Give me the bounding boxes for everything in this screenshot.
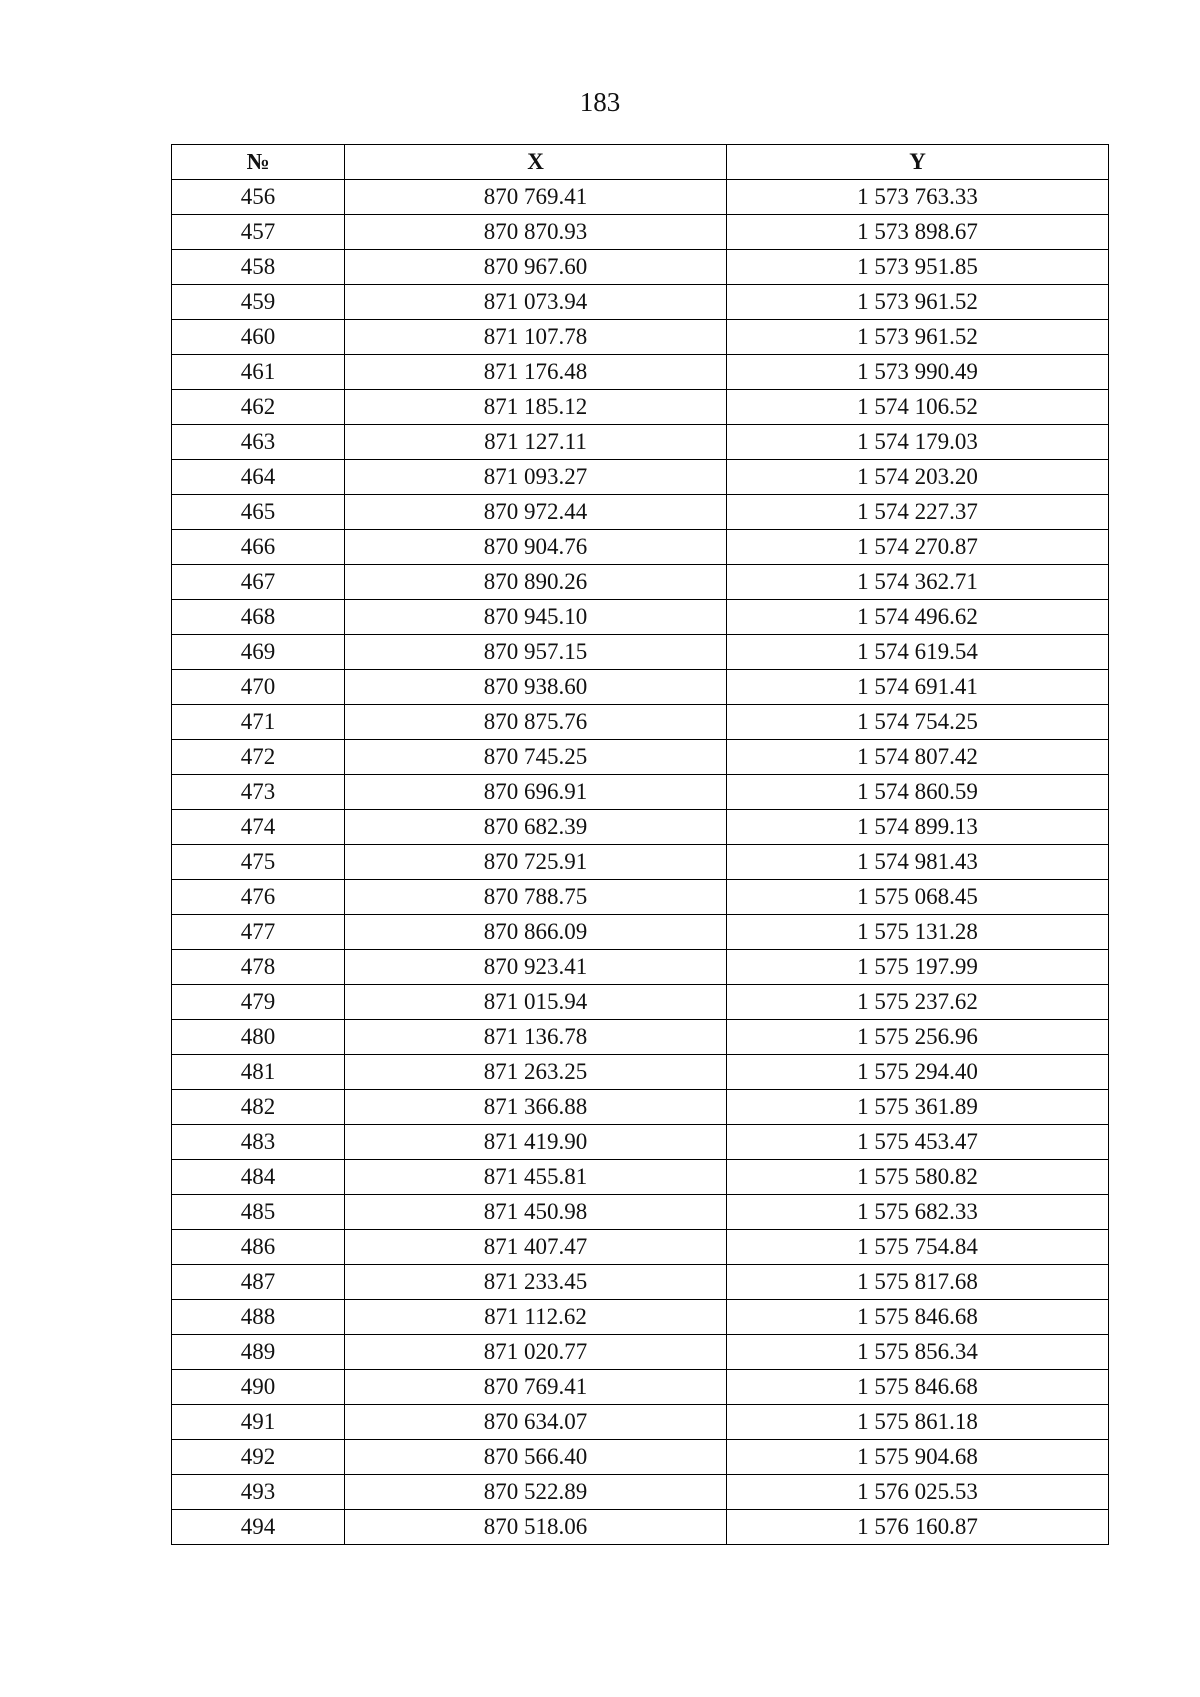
cell-number: 491: [172, 1405, 345, 1440]
cell-number: 467: [172, 565, 345, 600]
cell-number: 485: [172, 1195, 345, 1230]
cell-x: 870 788.75: [345, 880, 727, 915]
cell-y: 1 575 361.89: [727, 1090, 1109, 1125]
cell-x: 870 938.60: [345, 670, 727, 705]
cell-number: 462: [172, 390, 345, 425]
header-row: [172, 145, 1109, 180]
table-row: [172, 950, 1109, 985]
cell-y: 1 574 227.37: [727, 495, 1109, 530]
table-body: [172, 180, 1109, 1545]
cell-x: 870 945.10: [345, 600, 727, 635]
cell-x: 871 233.45: [345, 1265, 727, 1300]
cell-x: 871 015.94: [345, 985, 727, 1020]
cell-x: 871 419.90: [345, 1125, 727, 1160]
cell-x: 871 127.11: [345, 425, 727, 460]
cell-y: 1 573 898.67: [727, 215, 1109, 250]
cell-y: 1 575 237.62: [727, 985, 1109, 1020]
cell-x: 871 455.81: [345, 1160, 727, 1195]
cell-y: 1 574 203.20: [727, 460, 1109, 495]
cell-number: 493: [172, 1475, 345, 1510]
table-row: [172, 285, 1109, 320]
cell-number: 471: [172, 705, 345, 740]
table-row: [172, 1335, 1109, 1370]
table-row: [172, 1405, 1109, 1440]
table-row: [172, 985, 1109, 1020]
cell-number: 482: [172, 1090, 345, 1125]
cell-y: 1 575 294.40: [727, 1055, 1109, 1090]
table-row: [172, 1195, 1109, 1230]
cell-number: 459: [172, 285, 345, 320]
cell-y: 1 574 362.71: [727, 565, 1109, 600]
cell-x: 871 112.62: [345, 1300, 727, 1335]
cell-y: 1 574 807.42: [727, 740, 1109, 775]
cell-x: 871 093.27: [345, 460, 727, 495]
cell-x: 870 875.76: [345, 705, 727, 740]
cell-x: 870 725.91: [345, 845, 727, 880]
cell-y: 1 573 990.49: [727, 355, 1109, 390]
cell-x: 870 696.91: [345, 775, 727, 810]
header-number: №: [172, 145, 345, 180]
cell-y: 1 575 580.82: [727, 1160, 1109, 1195]
cell-number: 456: [172, 180, 345, 215]
table-row: [172, 355, 1109, 390]
cell-number: 479: [172, 985, 345, 1020]
cell-x: 871 020.77: [345, 1335, 727, 1370]
table-row: [172, 320, 1109, 355]
cell-number: 492: [172, 1440, 345, 1475]
cell-number: 489: [172, 1335, 345, 1370]
table-row: [172, 880, 1109, 915]
cell-x: 871 407.47: [345, 1230, 727, 1265]
cell-y: 1 576 025.53: [727, 1475, 1109, 1510]
cell-x: 870 518.06: [345, 1510, 727, 1545]
cell-y: 1 574 106.52: [727, 390, 1109, 425]
cell-number: 474: [172, 810, 345, 845]
cell-x: 870 972.44: [345, 495, 727, 530]
table-row: [172, 425, 1109, 460]
cell-x: 870 522.89: [345, 1475, 727, 1510]
cell-x: 870 745.25: [345, 740, 727, 775]
table-row: [172, 250, 1109, 285]
cell-y: 1 575 904.68: [727, 1440, 1109, 1475]
cell-y: 1 574 981.43: [727, 845, 1109, 880]
cell-x: 871 176.48: [345, 355, 727, 390]
table-row: [172, 670, 1109, 705]
cell-y: 1 574 754.25: [727, 705, 1109, 740]
table-row: [172, 740, 1109, 775]
cell-number: 483: [172, 1125, 345, 1160]
header-y: Y: [727, 145, 1109, 180]
cell-y: 1 573 961.52: [727, 285, 1109, 320]
table-row: [172, 180, 1109, 215]
cell-number: 468: [172, 600, 345, 635]
table-row: [172, 1510, 1109, 1545]
cell-x: 870 967.60: [345, 250, 727, 285]
cell-y: 1 575 754.84: [727, 1230, 1109, 1265]
cell-y: 1 575 256.96: [727, 1020, 1109, 1055]
cell-x: 870 904.76: [345, 530, 727, 565]
cell-number: 461: [172, 355, 345, 390]
cell-number: 481: [172, 1055, 345, 1090]
table-row: [172, 845, 1109, 880]
header-x: X: [345, 145, 727, 180]
cell-y: 1 575 817.68: [727, 1265, 1109, 1300]
table-row: [172, 1160, 1109, 1195]
table-row: [172, 215, 1109, 250]
cell-number: 466: [172, 530, 345, 565]
cell-number: 463: [172, 425, 345, 460]
cell-number: 470: [172, 670, 345, 705]
table-row: [172, 1125, 1109, 1160]
table-row: [172, 1370, 1109, 1405]
cell-y: 1 574 860.59: [727, 775, 1109, 810]
cell-number: 480: [172, 1020, 345, 1055]
table-row: [172, 1020, 1109, 1055]
cell-number: 488: [172, 1300, 345, 1335]
table-row: [172, 390, 1109, 425]
cell-y: 1 573 961.52: [727, 320, 1109, 355]
cell-number: 458: [172, 250, 345, 285]
cell-y: 1 575 861.18: [727, 1405, 1109, 1440]
cell-number: 477: [172, 915, 345, 950]
cell-number: 472: [172, 740, 345, 775]
cell-x: 871 263.25: [345, 1055, 727, 1090]
cell-y: 1 575 453.47: [727, 1125, 1109, 1160]
cell-y: 1 575 682.33: [727, 1195, 1109, 1230]
table-row: [172, 1300, 1109, 1335]
cell-number: 487: [172, 1265, 345, 1300]
cell-number: 464: [172, 460, 345, 495]
cell-x: 870 682.39: [345, 810, 727, 845]
cell-y: 1 574 270.87: [727, 530, 1109, 565]
table-row: [172, 1055, 1109, 1090]
cell-x: 870 957.15: [345, 635, 727, 670]
cell-y: 1 576 160.87: [727, 1510, 1109, 1545]
cell-number: 457: [172, 215, 345, 250]
cell-x: 870 769.41: [345, 1370, 727, 1405]
table-row: [172, 810, 1109, 845]
cell-x: 870 923.41: [345, 950, 727, 985]
cell-number: 476: [172, 880, 345, 915]
page-number: 183: [579, 87, 621, 117]
cell-x: 870 634.07: [345, 1405, 727, 1440]
table-row: [172, 495, 1109, 530]
cell-x: 871 136.78: [345, 1020, 727, 1055]
cell-y: 1 574 899.13: [727, 810, 1109, 845]
table-row: [172, 1090, 1109, 1125]
table-row: [172, 635, 1109, 670]
table-row: [172, 1475, 1109, 1510]
table-row: [172, 705, 1109, 740]
cell-y: 1 575 846.68: [727, 1300, 1109, 1335]
cell-x: 871 366.88: [345, 1090, 727, 1125]
table-row: [172, 600, 1109, 635]
table-row: [172, 1440, 1109, 1475]
cell-y: 1 574 691.41: [727, 670, 1109, 705]
coordinates-table: [171, 144, 1109, 1545]
cell-x: 870 769.41: [345, 180, 727, 215]
cell-number: 478: [172, 950, 345, 985]
cell-y: 1 574 619.54: [727, 635, 1109, 670]
cell-number: 460: [172, 320, 345, 355]
cell-y: 1 575 856.34: [727, 1335, 1109, 1370]
cell-x: 870 890.26: [345, 565, 727, 600]
cell-x: 871 073.94: [345, 285, 727, 320]
cell-x: 870 870.93: [345, 215, 727, 250]
cell-number: 490: [172, 1370, 345, 1405]
cell-number: 484: [172, 1160, 345, 1195]
cell-number: 475: [172, 845, 345, 880]
cell-number: 486: [172, 1230, 345, 1265]
cell-x: 870 866.09: [345, 915, 727, 950]
cell-x: 871 450.98: [345, 1195, 727, 1230]
table-row: [172, 915, 1109, 950]
cell-y: 1 575 068.45: [727, 880, 1109, 915]
cell-y: 1 575 846.68: [727, 1370, 1109, 1405]
table-row: [172, 1230, 1109, 1265]
cell-y: 1 575 131.28: [727, 915, 1109, 950]
cell-number: 465: [172, 495, 345, 530]
table-row: [172, 460, 1109, 495]
cell-number: 473: [172, 775, 345, 810]
cell-number: 469: [172, 635, 345, 670]
cell-x: 871 185.12: [345, 390, 727, 425]
cell-y: 1 573 763.33: [727, 180, 1109, 215]
cell-x: 870 566.40: [345, 1440, 727, 1475]
cell-number: 494: [172, 1510, 345, 1545]
cell-y: 1 574 496.62: [727, 600, 1109, 635]
table-row: [172, 565, 1109, 600]
cell-x: 871 107.78: [345, 320, 727, 355]
cell-y: 1 574 179.03: [727, 425, 1109, 460]
table-header: [172, 145, 1109, 180]
table-row: [172, 1265, 1109, 1300]
cell-y: 1 573 951.85: [727, 250, 1109, 285]
table-row: [172, 530, 1109, 565]
table-row: [172, 775, 1109, 810]
cell-y: 1 575 197.99: [727, 950, 1109, 985]
